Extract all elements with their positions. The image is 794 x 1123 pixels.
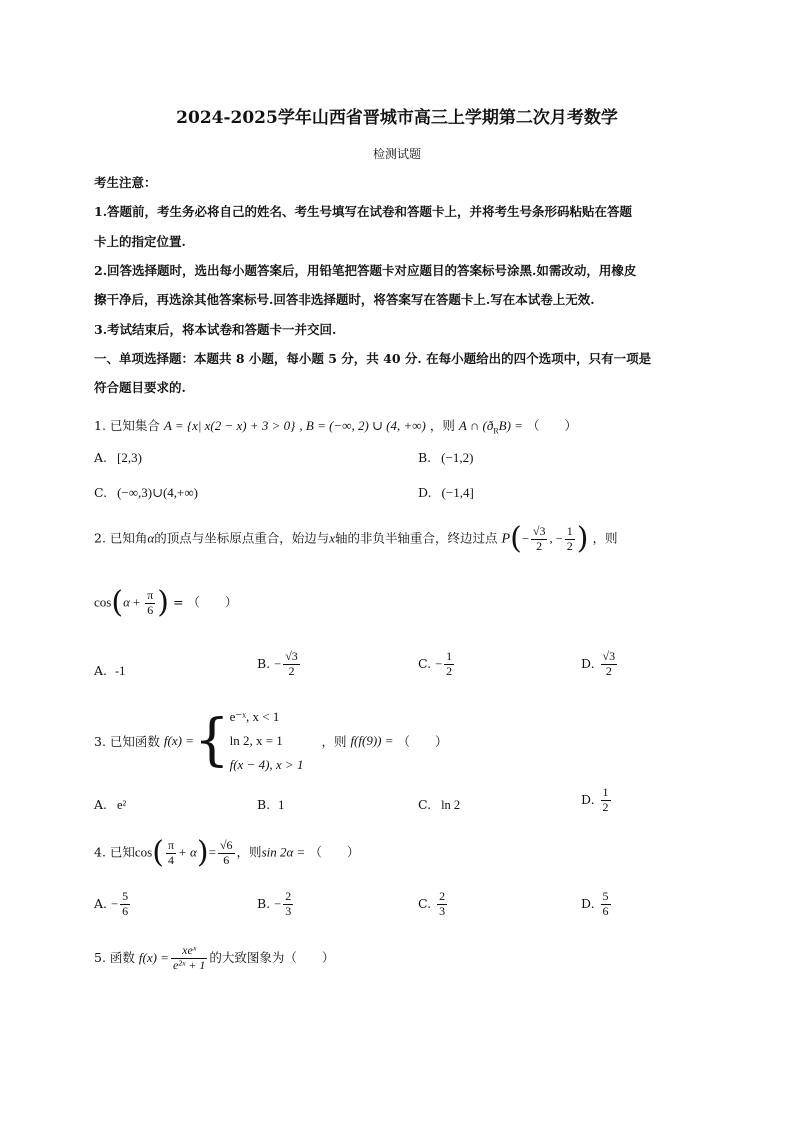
q2-point: P xyxy=(501,531,511,547)
q1-set-b: , B = (−∞, 2) ∪ (4, +∞) xyxy=(299,418,426,433)
q2-eq-paren: = （ ） xyxy=(172,594,238,610)
q2-stem-text-3: 轴的非负半轴重合，终边过点 xyxy=(335,530,498,546)
q2-option-b: B. − $\frac{√3}{2}$ xyxy=(257,649,298,678)
q1-set-a: A = {x| x(2 − x) + 3 > 0} xyxy=(163,418,296,433)
q3-option-a-label: A. xyxy=(94,797,108,812)
q2-option-b-label: B. xyxy=(257,655,271,671)
q1-option-a-value: [2,3) xyxy=(117,450,142,465)
q2-stem-text: 2. 已知角 xyxy=(94,530,148,546)
q4-answer-paren: （ ） xyxy=(309,844,360,860)
q3-fx: f(x) = xyxy=(163,733,194,748)
q3-ask-expr: f(f(9)) = xyxy=(350,733,394,748)
q1-option-c-value: (−∞,3)∪(4,+∞) xyxy=(117,485,198,500)
q2-option-d-label: D. xyxy=(581,655,595,671)
section-heading-line-2: 符合题目要求的. xyxy=(94,380,186,395)
q1-option-b xyxy=(418,450,473,466)
q4-ask: ，则 xyxy=(236,844,262,860)
q5-fraction: $\frac{\text{xeˣ}}{\text{e²ˣ + 1}}$ xyxy=(172,943,206,972)
q3-option-c-value: ln 2 xyxy=(441,798,461,812)
q4-ask-expr: sin 2α = xyxy=(261,844,306,860)
exam-subtitle: 检测试题 xyxy=(372,147,421,161)
q3-brace: { xyxy=(193,708,230,773)
q4-option-b-label: B. xyxy=(257,895,271,911)
q1-option-d-label: D. xyxy=(418,485,432,500)
q3-option-b xyxy=(257,797,284,813)
q1-option-d xyxy=(418,485,474,501)
notice-line-4: 擦干净后，再选涂其他答案标号.回答非选择题时，将答案写在答题卡上.写在本试卷上无效. xyxy=(94,292,595,307)
q4-rhs: $\frac{√6}{6}$ xyxy=(219,837,233,867)
q3-option-b-value: 1 xyxy=(278,798,285,812)
q2-option-a xyxy=(94,663,125,679)
q2-right-paren: ) xyxy=(576,521,589,556)
q2-left-paren: ( xyxy=(510,521,522,556)
question-3-stem xyxy=(94,705,448,777)
q2-tail: ，则 xyxy=(592,530,618,546)
q3-option-d: D. $\frac{1}{2}$ xyxy=(581,785,609,814)
q2-coord-y: $\frac{1}{2}$ xyxy=(566,523,573,553)
q3-case-3: f(x − 4), x > 1 xyxy=(229,757,304,772)
q1-ask-expr: A ∩ ( xyxy=(458,418,487,433)
question-2-stem: 2. 已知角α的顶点与坐标原点重合，始边与x轴的非负半轴重合，终边过点 P(− $\frac{√3}{2}$ , − $\frac{1}{2}$ ) ，则 xyxy=(94,521,618,556)
q1-ask-tail: B) = xyxy=(498,418,523,433)
q5-fx: f(x) = xyxy=(138,949,169,965)
q1-option-b-value: (−1,2) xyxy=(441,450,474,465)
notice-line-1: 1.答题前，考生务必将自己的姓名、考生号填写在试卷和答题卡上，并将考生号条形码粘贴在答题 xyxy=(94,204,633,219)
q4-option-a: A. − $\frac{5}{6}$ xyxy=(94,889,129,918)
notice-line-3: 2.回答选择题时，选出每小题答案后，用铅笔把答题卡对应题目的答案标号涂黑.如需改动，用橡皮 xyxy=(94,263,637,278)
q3-option-c xyxy=(418,797,460,813)
q1-option-c xyxy=(94,485,198,501)
question-1-stem xyxy=(94,416,577,436)
q3-case-2: ln 2, x = 1 xyxy=(229,733,283,748)
q2-pi-over-6: $\frac{\pi}{6}$ xyxy=(147,587,154,617)
question-5-stem xyxy=(94,944,334,973)
q5-stem-text: 5. 函数 xyxy=(94,949,135,965)
q2-x: x xyxy=(329,530,336,546)
q4-pi-over-4: $\frac{\pi}{4}$ xyxy=(167,837,175,867)
q2-cos: cos xyxy=(94,594,112,610)
q1-stem-text: 1. 已知集合 xyxy=(94,418,160,433)
q4-option-d-label: D. xyxy=(581,895,595,911)
q4-option-a-label: A. xyxy=(94,895,108,911)
q1-complement-symbol: ð xyxy=(486,418,494,433)
q3-stem-text: 3. 已知函数 xyxy=(94,734,160,749)
q4-option-c-label: C. xyxy=(418,895,432,911)
q5-tail: 的大致图象为（ ） xyxy=(209,949,335,965)
q2-option-c-label: C. xyxy=(418,655,432,671)
q1-option-b-label: B. xyxy=(418,450,432,465)
q3-case-1: e⁻ˣ, x < 1 xyxy=(229,709,280,724)
q4-option-c: C. $\frac{2}{3}$ xyxy=(418,889,446,918)
q4-stem-text: 4. 已知 xyxy=(94,844,135,860)
q4-option-b: B. − $\frac{2}{3}$ xyxy=(257,889,292,918)
q2-alpha: α xyxy=(147,530,155,546)
q3-answer-paren: （ ） xyxy=(397,734,448,749)
q1-option-a xyxy=(94,450,142,466)
notice-heading: 考生注意： xyxy=(94,175,157,190)
q2-coord-x: $\frac{√3}{2}$ xyxy=(532,523,546,553)
notice-line-5: 3.考试结束后，将本试卷和答题卡一并交回. xyxy=(94,322,337,337)
question-4-stem: 4. 已知cos( $\frac{\pi}{4}$ + α)= $\frac{√6}{6}$ ，则sin 2α = （ ） xyxy=(94,835,360,870)
q2-option-a-label: A. xyxy=(94,663,108,678)
q1-option-a-label: A. xyxy=(94,450,108,465)
q2-option-a-value: -1 xyxy=(115,664,126,678)
q3-option-b-label: B. xyxy=(257,797,271,812)
q4-option-d: D. $\frac{5}{6}$ xyxy=(581,889,609,918)
q1-ask: ，则 xyxy=(429,418,455,433)
notice-line-2: 卡上的指定位置. xyxy=(94,234,186,249)
q1-answer-paren: （ ） xyxy=(526,418,577,433)
q3-ask: ，则 xyxy=(321,734,347,749)
q3-cases xyxy=(230,705,304,777)
q4-cos: cos xyxy=(134,844,153,860)
q2-option-c: C. − $\frac{1}{2}$ xyxy=(418,649,453,678)
q3-option-d-label: D. xyxy=(581,791,595,807)
question-2-expression: cos(α + $\frac{\pi}{6}$ ) = （ ） xyxy=(94,585,238,620)
q1-complement-sub: R xyxy=(493,426,499,436)
exam-title: 2024-2025学年山西省晋城市高三上学期第二次月考数学 xyxy=(176,108,618,128)
q2-option-d: D. $\frac{√3}{2}$ xyxy=(581,649,616,678)
section-heading-line-1: 一、单项选择题：本题共 8 小题，每小题 5 分，共 40 分. 在每小题给出的四个选项中，只有一项是 xyxy=(94,351,652,366)
q1-option-d-value: (−1,4] xyxy=(441,485,474,500)
q3-option-a xyxy=(94,797,126,813)
q3-option-c-label: C. xyxy=(418,797,432,812)
q2-stem-text-2: 的顶点与坐标原点重合，始边与 xyxy=(154,530,330,546)
q3-option-a-value: e² xyxy=(117,798,127,812)
q1-option-c-label: C. xyxy=(94,485,108,500)
